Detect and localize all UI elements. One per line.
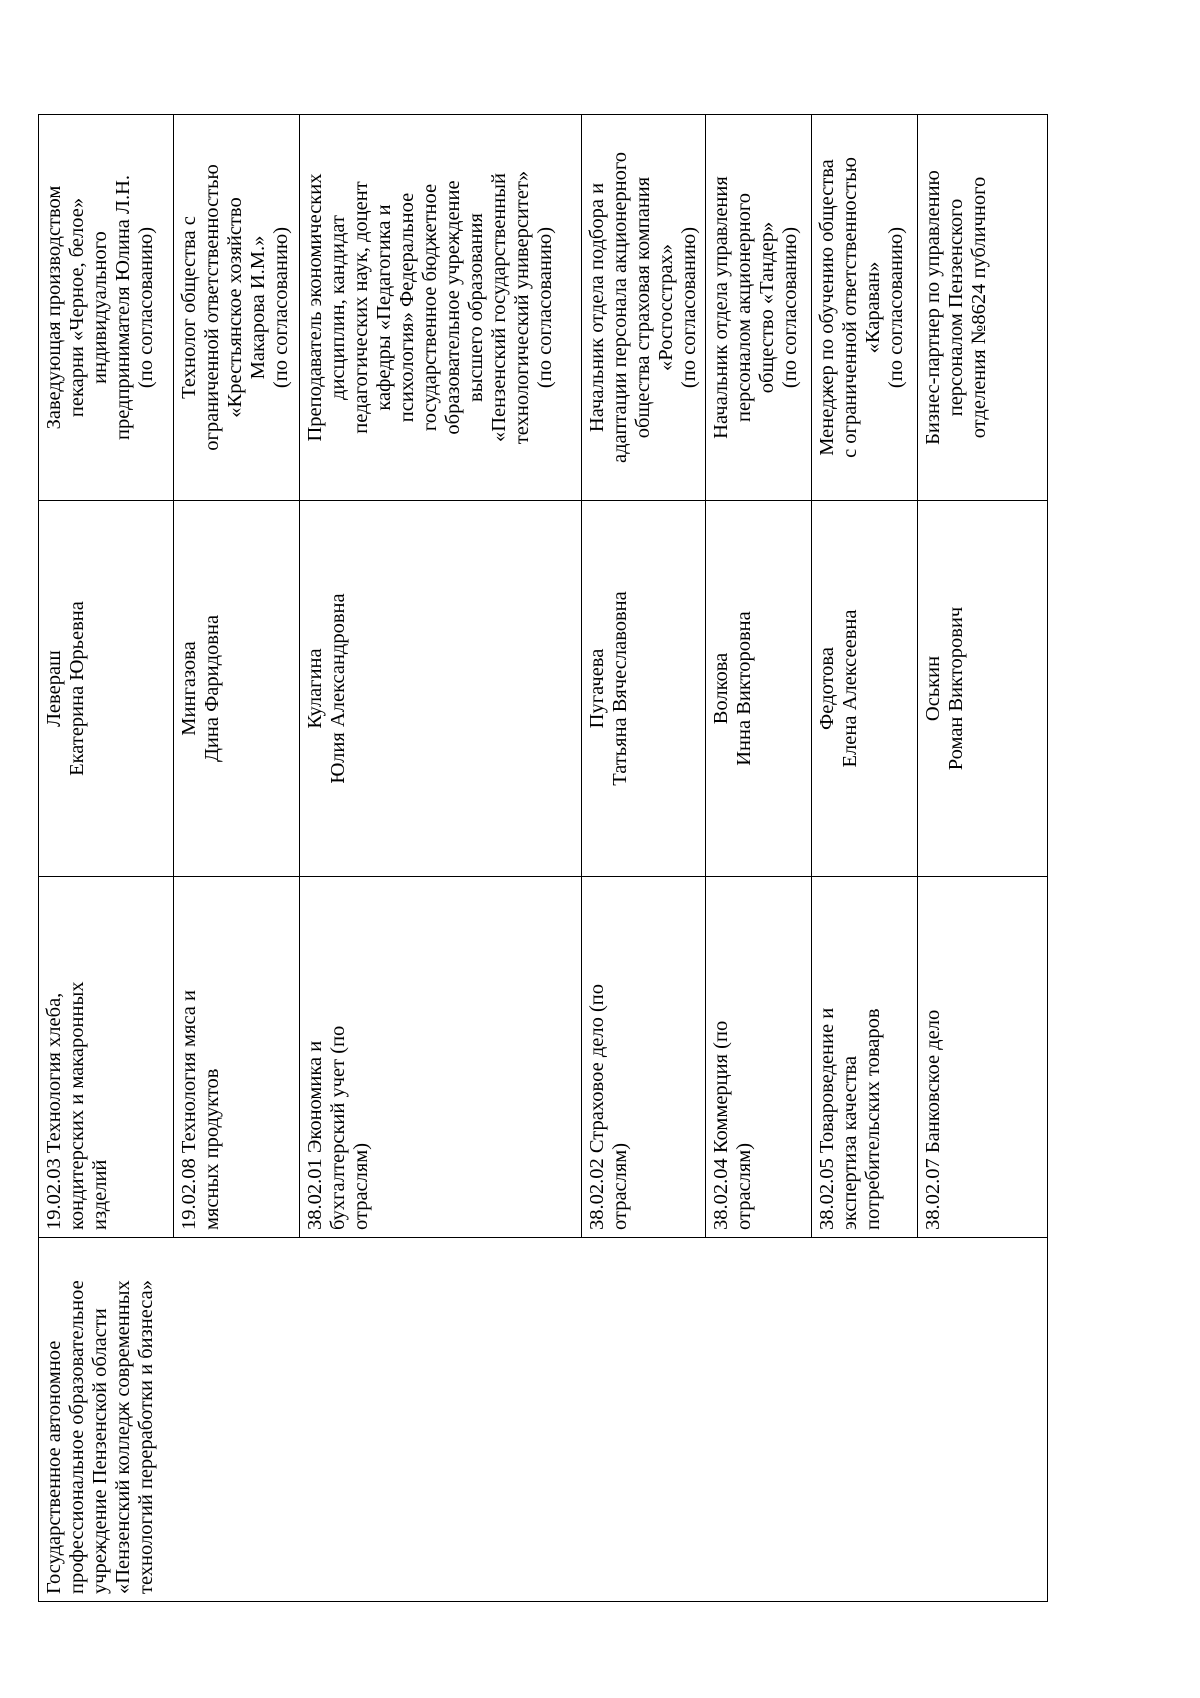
text-line: Оськин (922, 655, 944, 722)
text-line: 38.02.01 Экономика и (304, 1040, 326, 1230)
text-line: Преподаватель экономических (304, 173, 326, 442)
text-line: (по согласованию) (534, 226, 556, 389)
position-cell (39, 115, 174, 501)
text-line: отделения №8624 публичного (968, 176, 990, 439)
specialty-cell (812, 877, 918, 1238)
text-line: Технолог общества с (178, 216, 200, 399)
text-line: «Пензенский государственный (488, 172, 510, 443)
text-line: Начальник отдела подбора и (586, 182, 608, 433)
text-line: 38.02.07 Банковское дело (922, 1009, 944, 1230)
text-line: изделий (89, 1159, 111, 1230)
text-line: Екатерина Юрьевна (66, 601, 88, 776)
text-line: экспертиза качества (839, 1055, 861, 1230)
text-line: Пугачева (586, 648, 608, 729)
text-line: Государственное автономное (43, 1340, 65, 1594)
text-line: Роман Викторович (945, 606, 967, 771)
text-line: Мингазова (178, 641, 200, 736)
text-line: Федотова (816, 647, 838, 730)
text-line: пекарни «Черное, белое» (66, 197, 88, 418)
commission-table (38, 114, 1048, 1602)
position-cell (300, 115, 582, 501)
text-line: кондитерских и макаронных (66, 981, 88, 1230)
text-line: Елена Алексеевна (839, 609, 861, 768)
text-line: высшего образования (465, 213, 487, 402)
person-name-cell (39, 501, 174, 877)
text-line: Заведующая производством (43, 185, 65, 430)
text-line: Кулагина (304, 648, 326, 729)
text-line: 38.02.02 Страховое дело (по (586, 984, 608, 1230)
specialty-cell (174, 877, 300, 1238)
text-line: «Крестьянское хозяйство (224, 197, 246, 418)
text-line: адаптации персонала акционерного (609, 152, 631, 463)
person-name-cell (582, 501, 706, 877)
text-line: (по согласованию) (678, 226, 700, 389)
text-line: учреждение Пензенской области (89, 1308, 111, 1594)
text-line: отраслям) (733, 1142, 755, 1230)
text-line: дисциплин, кандидат (327, 215, 349, 400)
specialty-cell (582, 877, 706, 1238)
text-line: мясных продуктов (201, 1068, 223, 1230)
text-line: отраслям) (350, 1142, 372, 1230)
text-line: Татьяна Вячеславовна (609, 591, 631, 786)
position-cell (174, 115, 300, 501)
person-name-cell (812, 501, 918, 877)
specialty-cell (39, 877, 174, 1238)
text-line: ограниченной ответственностью (201, 164, 223, 451)
specialty-cell (300, 877, 582, 1238)
specialty-cell (918, 877, 1048, 1238)
position-cell (918, 115, 1048, 501)
text-line: психология» Федеральное (396, 192, 418, 423)
text-line: с ограниченной ответственностью (839, 157, 861, 458)
text-line: отраслям) (609, 1142, 631, 1230)
person-name-cell (706, 501, 812, 877)
text-line: персоналом акционерного (733, 192, 755, 423)
position-cell (706, 115, 812, 501)
text-line: «Пензенский колледж современных (112, 1280, 134, 1594)
position-cell (812, 115, 918, 501)
text-line: индивидуального (89, 231, 111, 384)
text-line: (по согласованию) (270, 226, 292, 389)
organization-cell (39, 1238, 1048, 1602)
text-line: кафедры «Педагогика и (373, 204, 395, 411)
text-line: 38.02.04 Коммерция (по (710, 1020, 732, 1230)
position-cell (582, 115, 706, 501)
text-line: образовательное учреждение (442, 180, 464, 435)
text-line: (по согласованию) (779, 226, 801, 389)
text-line: (по согласованию) (885, 226, 907, 389)
person-name-cell (174, 501, 300, 877)
text-line: общество «Тандер» (756, 221, 778, 394)
text-line: «Росгосстрах» (655, 244, 677, 371)
text-line: предпринимателя Юлина Л.Н. (112, 175, 134, 441)
text-line: бухгалтерский учет (по (327, 1025, 349, 1230)
text-line: Левераш (43, 650, 65, 727)
person-name-cell (918, 501, 1048, 877)
text-line: Начальник отдела управления (710, 176, 732, 439)
text-line: потребительских товаров (862, 1008, 884, 1230)
text-line: Волкова (710, 652, 732, 725)
text-line: 38.02.05 Товароведение и (816, 1007, 838, 1230)
text-line: профессиональное образовательное (66, 1280, 88, 1594)
text-line: Дина Фаридовна (201, 614, 223, 763)
text-line: Бизнес-партнер по управлению (922, 170, 944, 445)
specialty-cell (706, 877, 812, 1238)
text-line: «Караван» (862, 261, 884, 354)
table-row (39, 115, 174, 1602)
text-line: технологий переработки и бизнеса» (135, 1279, 157, 1594)
text-line: Менеджер по обучению общества (816, 159, 838, 456)
text-line: Юлия Александровна (327, 593, 349, 784)
person-name-cell (300, 501, 582, 877)
text-line: (по согласованию) (135, 226, 157, 389)
table-body (39, 115, 1048, 1602)
text-line: Макарова И.М.» (247, 235, 269, 380)
text-line: Инна Викторовна (733, 611, 755, 766)
text-line: педагогических наук, доцент (350, 181, 372, 434)
text-line: государственное бюджетное (419, 183, 441, 432)
text-line: персоналом Пензенского (945, 198, 967, 417)
text-line: технологический университет» (511, 170, 533, 445)
text-line: общества страховая компания (632, 176, 654, 439)
text-line: 19.02.03 Технология хлеба, (43, 992, 65, 1230)
text-line: 19.02.08 Технология мяса и (178, 989, 200, 1230)
